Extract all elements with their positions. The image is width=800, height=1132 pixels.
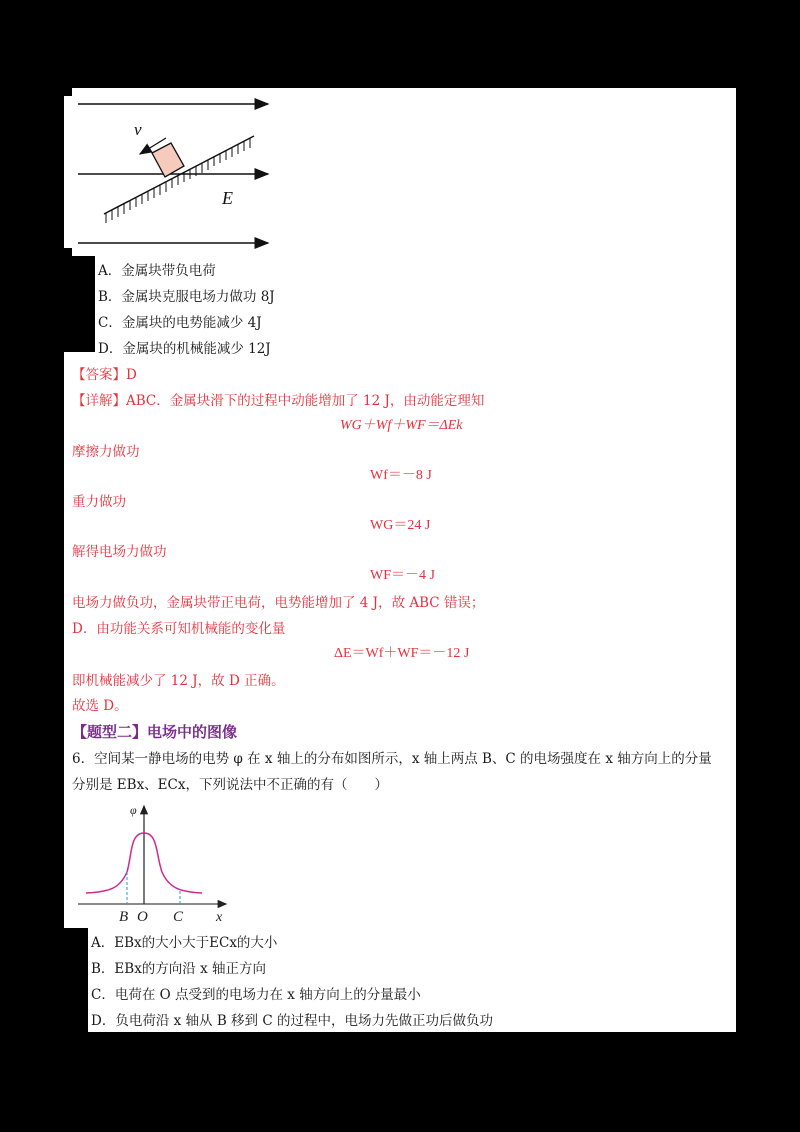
q5-option-c[interactable]: C．金属块的电势能减少 4J: [98, 315, 262, 331]
x-axis-label: x: [216, 910, 223, 925]
velocity-label: v: [134, 120, 142, 139]
equation-work-energy: WG＋Wf＋WF＝ΔEk: [340, 418, 463, 433]
gravity-work-label: 重力做功: [72, 494, 126, 510]
field-label: E: [222, 188, 233, 208]
q6-option-a[interactable]: A．EBx的大小大于ECx的大小: [91, 935, 278, 951]
q6-option-c[interactable]: C．电荷在 O 点受到的电场力在 x 轴方向上的分量最小: [91, 987, 421, 1003]
q5-option-a[interactable]: A．金属块带负电荷: [98, 263, 216, 279]
equation-mechanical-energy: ΔE＝Wf＋WF＝－12 J: [334, 646, 470, 661]
q6-stem-line2: 分别是 EBx、ECx，下列说法中不正确的有（ ）: [72, 777, 388, 793]
point-b-label: B: [119, 909, 129, 925]
point-c-label: C: [173, 909, 184, 925]
explanation-tag: 【详解】: [72, 393, 126, 409]
q5-option-b[interactable]: B．金属块克服电场力做功 8J: [98, 289, 275, 305]
q6-option-b[interactable]: B．EBx的方向沿 x 轴正方向: [91, 961, 267, 977]
q6-stem-line1: 6．空间某一静电场的电势 φ 在 x 轴上的分布如图所示，x 轴上两点 B、C 的电场强度在 x 轴方向上的分量: [72, 751, 712, 767]
potential-curve-figure: [72, 800, 242, 925]
answer-line: [72, 366, 137, 384]
section-heading: 【题型二】电场中的图像: [72, 723, 238, 741]
equation-electric-work: WF＝－4 J: [370, 568, 435, 583]
equation-friction-work: Wf＝－8 J: [370, 468, 432, 483]
explanation-d-conclusion: 即机械能减少了 12 J，故 D 正确。: [72, 673, 285, 689]
answer-value: D: [126, 367, 137, 383]
answer-tag: 【答案】: [72, 367, 126, 383]
q5-option-d[interactable]: D．金属块的机械能减少 12J: [98, 341, 271, 357]
explanation-line1: 【详解】ABC．金属块滑下的过程中动能增加了 12 J，由动能定理知: [72, 393, 485, 409]
point-o-label: O: [137, 909, 148, 925]
final-choice: 故选 D。: [72, 698, 128, 714]
explanation-d-intro: D．由功能关系可知机械能的变化量: [72, 621, 286, 637]
incline-field-figure: [72, 90, 282, 260]
explanation-abc-conclusion: 电场力做负功，金属块带正电荷，电势能增加了 4 J，故 ABC 错误；: [72, 595, 485, 611]
electric-work-label: 解得电场力做功: [72, 544, 167, 560]
friction-work-label: 摩擦力做功: [72, 444, 140, 460]
q6-option-d[interactable]: D．负电荷沿 x 轴从 B 移到 C 的过程中，电场力先做正功后做负功: [91, 1013, 493, 1029]
phi-axis-label: φ: [130, 803, 137, 817]
equation-gravity-work: WG＝24 J: [370, 518, 431, 533]
